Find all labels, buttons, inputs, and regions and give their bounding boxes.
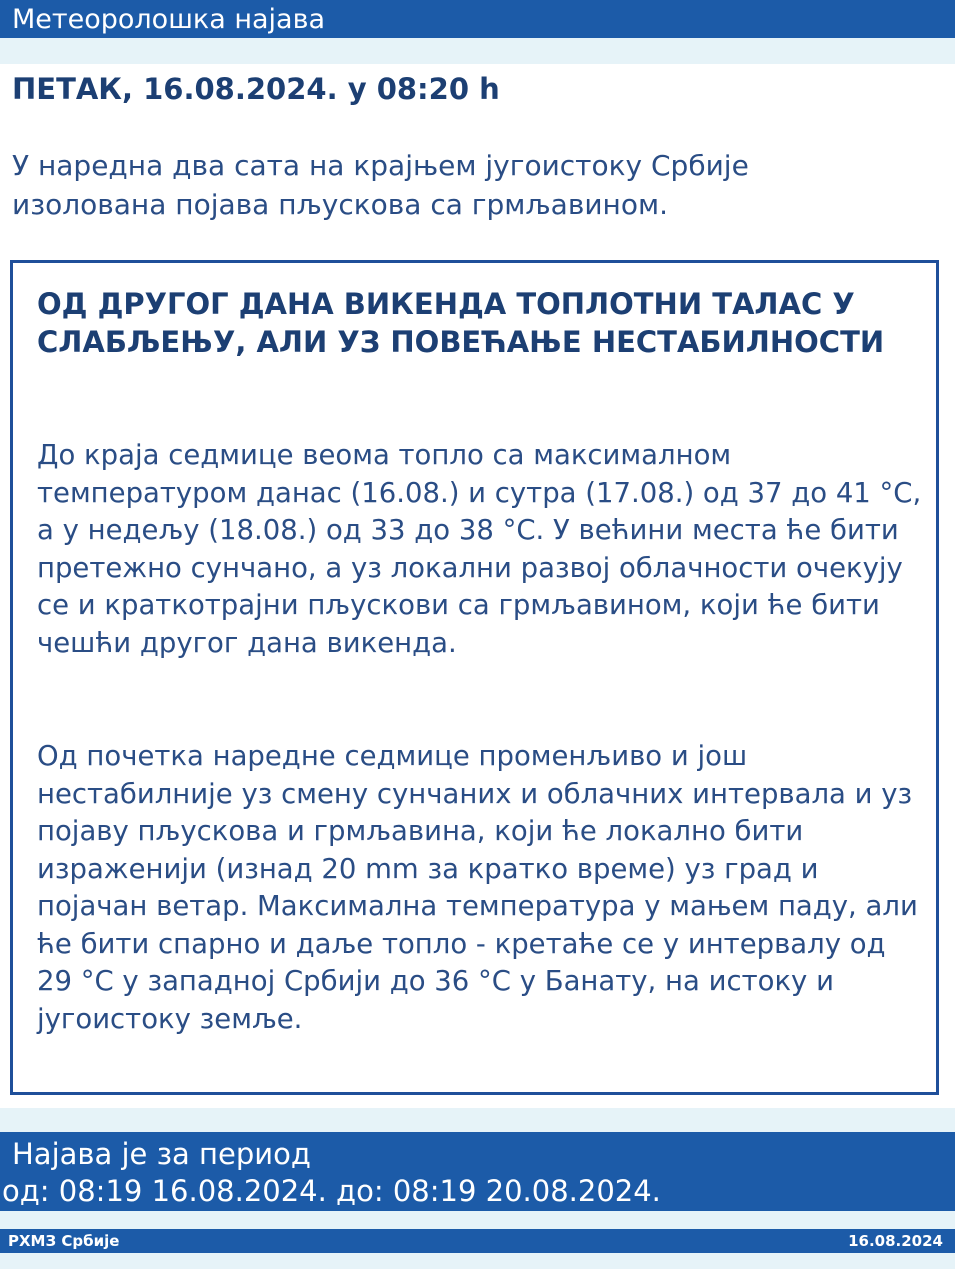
period-range: од: 08:19 16.08.2024. до: 08:19 20.08.2024. <box>2 1174 661 1208</box>
outlook-paragraph: До краја седмице веома топло са максималном температуром данас (16.08.) и сутра (17.08.) од 37 до 41 °C, а у недељу (18.08.) од 33 до 38 °C. У већини места ће бити претежно сунчано, а уз локални развој облачности очекују се и краткотрајни пљускови са грмљавином, који ће бити чешћи другог дана викенда. <box>37 439 922 659</box>
period-label: Најава је за период <box>12 1137 311 1171</box>
gap-shade <box>0 1211 955 1229</box>
period-bar <box>0 1132 955 1211</box>
footer-shade <box>0 1108 955 1132</box>
header-bar <box>0 0 955 38</box>
header-shade <box>0 38 955 64</box>
short-term-forecast: У наредна два сата на крајњем југоистоку Србије изолована појава пљускова са грмљавином. <box>12 149 749 221</box>
source-label: РХМЗ Србије <box>8 1232 120 1250</box>
outlook-box <box>10 260 939 1095</box>
bottom-bar <box>0 1229 955 1253</box>
page-title: Метеоролошка најава <box>12 4 326 35</box>
footer-date: 16.08.2024 <box>848 1232 943 1250</box>
outlook-paragraph: Од почетка наредне седмице променљиво и још нестабилније уз смену сунчаних и облачних интервала и уз појаву пљускова и грмљавина, који ће локално бити израженији (изнад 20 mm за кратко време) уз град и појачан ветар. Максимална температура у мањем паду, али ће бити спарно и даље топло - кретаће се у интервалу од 29 °C у западној Србији до 36 °C у Банату, на истоку и југоистоку земље. <box>37 740 918 1035</box>
forecast-date: ПЕТАК, 16.08.2024. у 08:20 h <box>12 72 500 106</box>
outlook-title: ОД ДРУГОГ ДАНА ВИКЕНДА ТОПЛОТНИ ТАЛАС У СЛАБЉЕЊУ, АЛИ УЗ ПОВЕЋАЊЕ НЕСТАБИЛНОСТИ <box>37 287 885 359</box>
tail-shade <box>0 1253 955 1269</box>
